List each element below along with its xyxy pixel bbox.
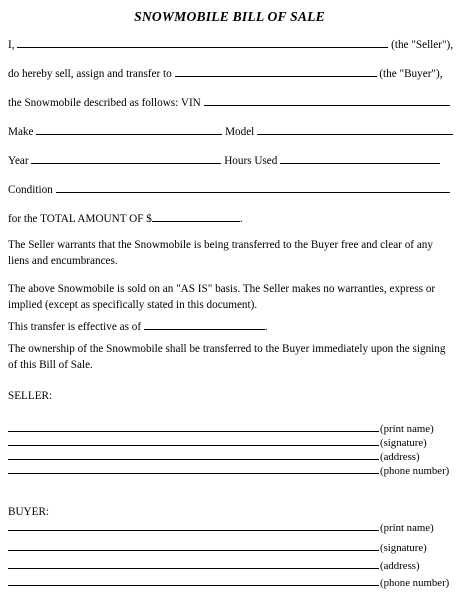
buyer-address-field[interactable] [8,557,379,569]
seller-suffix: (the "Seller"), [391,39,454,51]
buyer-signature-field[interactable] [8,539,379,551]
condition-line [8,181,450,197]
vin-line [8,94,450,110]
buyer-suffix: (the "Buyer"), [379,68,443,80]
seller-phone-row [8,462,449,478]
as-is-paragraph: The above Snowmobile is sold on an "AS IS" basis. The Seller makes no warranties, express or implied (except as specifically stated in this document). [8,283,436,311]
hours-label: Hours Used [224,155,278,167]
row-label: (phone number) [380,577,450,589]
condition-field[interactable] [56,181,450,193]
effective-label: This transfer is effective as of [8,321,142,333]
warranty-paragraph: The Seller warrants that the Snowmobile is being transferred to the Buyer free and clear of any liens and encumbrances. [8,239,433,267]
buyer-print-name-field[interactable] [8,519,379,531]
ownership-paragraph: The ownership of the Snowmobile shall be transferred to the Buyer immediately upon the signing of this Bill of Sale. [8,343,446,371]
total-amount-field[interactable] [152,210,240,222]
make-field[interactable] [36,123,222,135]
year-hours-line [8,152,440,168]
seller-print-name-field[interactable] [8,420,379,432]
effective-date-field[interactable] [144,318,265,330]
buyer-phone-row [8,574,449,590]
i-label: I, [8,39,15,51]
total-label: for the TOTAL AMOUNT OF $ [8,213,152,225]
buyer-phone-field[interactable] [8,574,379,586]
buyer-name-field[interactable] [175,65,377,77]
total-period: . [239,213,243,225]
make-label: Make [8,126,34,138]
model-label: Model [225,126,255,138]
year-label: Year [8,155,29,167]
seller-address-field[interactable] [8,448,379,460]
buyer-print-name-row [8,519,434,535]
effective-line [8,318,268,334]
row-label: (signature) [380,542,427,554]
seller-heading: SELLER: [8,390,53,402]
condition-label: Condition [8,184,53,196]
model-field[interactable] [257,123,453,135]
make-model-line [8,123,453,139]
vin-field[interactable] [204,94,450,106]
seller-signature-field[interactable] [8,434,379,446]
row-label: (signature) [380,437,427,449]
seller-line [8,36,453,52]
buyer-address-row [8,557,420,573]
buyer-heading: BUYER: [8,506,50,518]
buyer-signature-row [8,539,427,555]
transfer-label: do hereby sell, assign and transfer to [8,68,172,80]
seller-phone-field[interactable] [8,462,379,474]
row-label: (address) [380,451,420,463]
hours-field[interactable] [280,152,440,164]
row-label: (address) [380,560,420,572]
row-label: (phone number) [380,465,450,477]
total-line [8,210,243,226]
document-title: SNOWMOBILE BILL OF SALE [134,9,325,24]
buyer-line [8,65,443,81]
year-field[interactable] [31,152,221,164]
row-label: (print name) [380,522,434,534]
vin-label: the Snowmobile described as follows: VIN [8,97,201,109]
effective-period: . [264,321,268,333]
seller-name-field[interactable] [17,36,388,48]
row-label: (print name) [380,423,434,435]
